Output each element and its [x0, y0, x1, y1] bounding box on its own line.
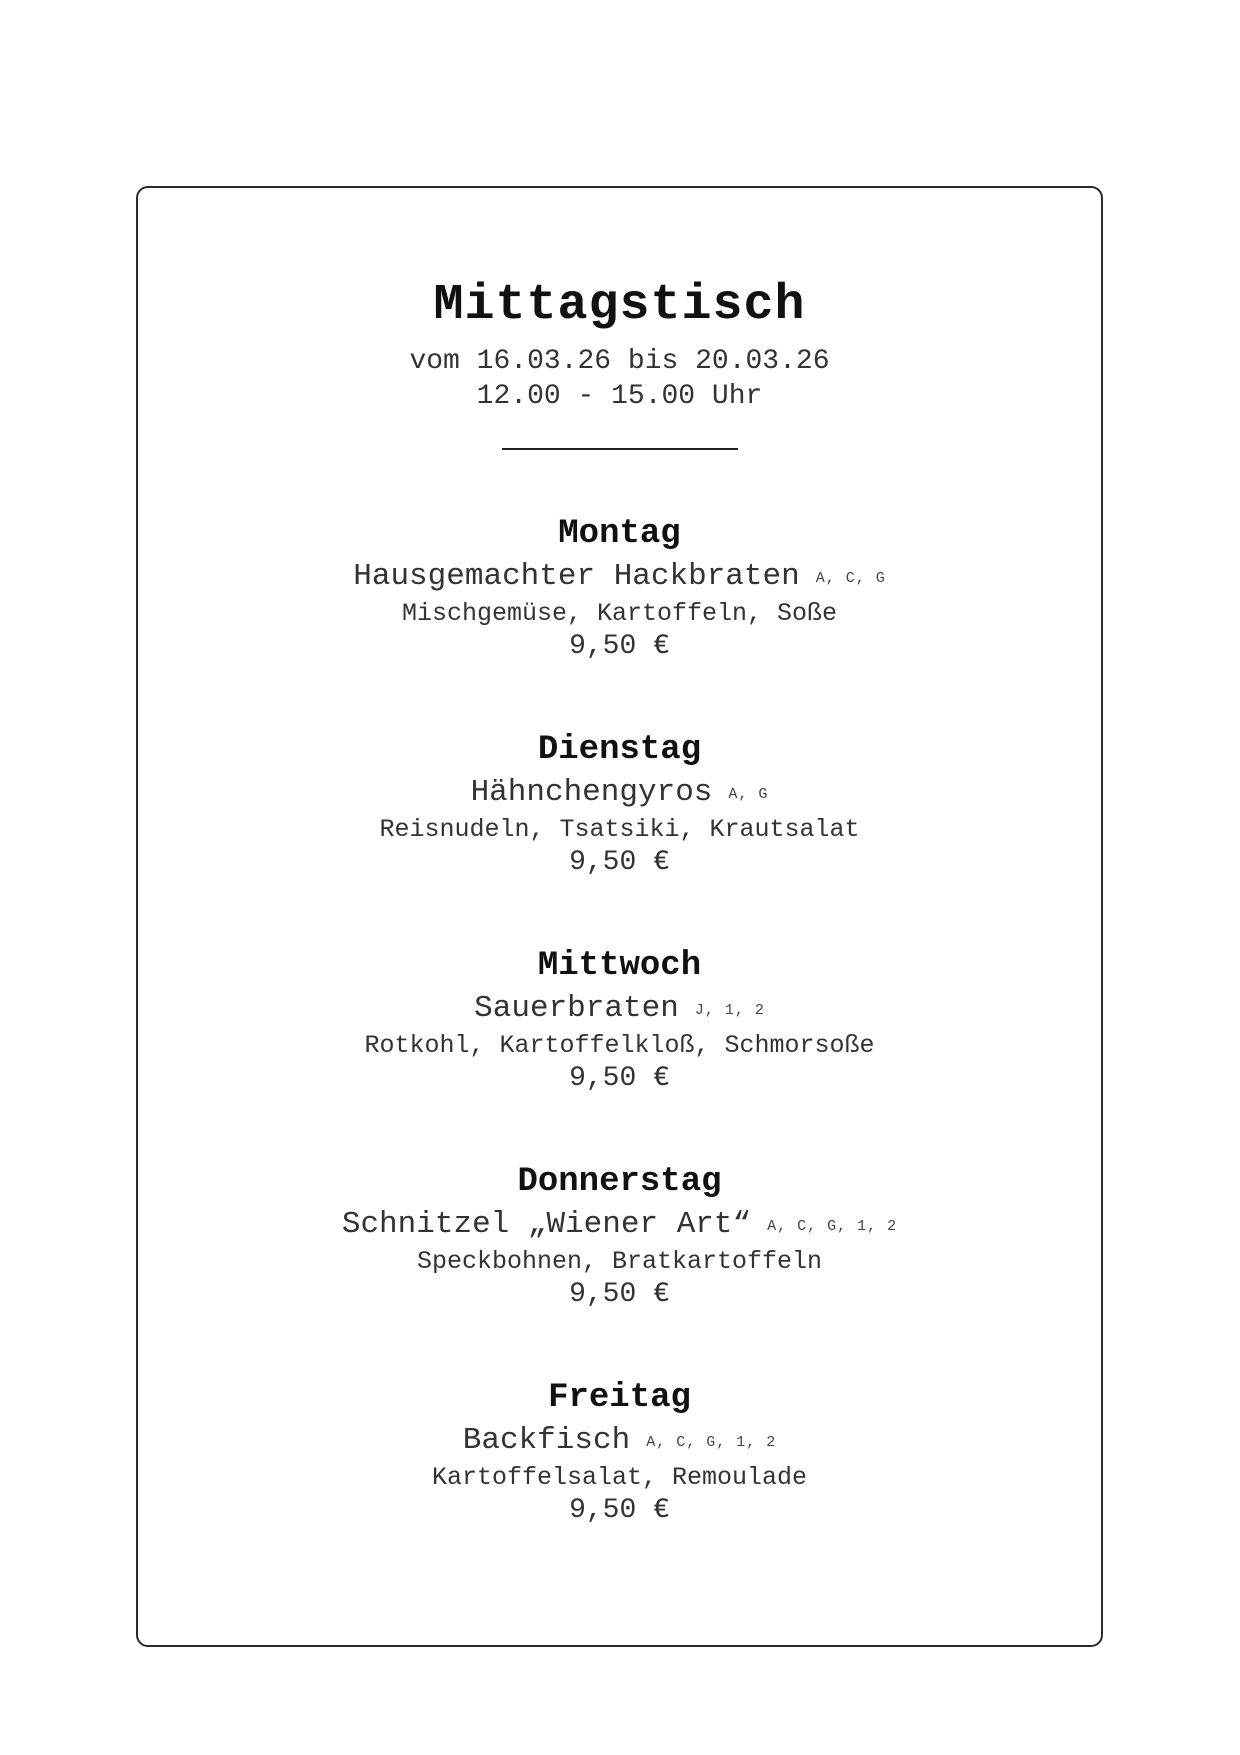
- day-name: Dienstag: [537, 731, 702, 769]
- day-thursday: [138, 1162, 1101, 1378]
- allergen-codes: A, C, G, 1, 2: [767, 1218, 898, 1235]
- allergen-codes: A, G: [728, 786, 769, 803]
- allergen-codes: A, C, G, 1, 2: [646, 1434, 777, 1451]
- day-name: Freitag: [548, 1379, 691, 1417]
- price: 9,50 €: [569, 847, 670, 878]
- day-name: Mittwoch: [537, 947, 702, 985]
- day-wednesday: [138, 946, 1101, 1162]
- dish-line: [138, 1422, 1101, 1461]
- dish-name: Schnitzel „Wiener Art“: [341, 1207, 752, 1242]
- opening-hours: 12.00 - 15.00 Uhr: [476, 381, 763, 412]
- side-dishes: Reisnudeln, Tsatsiki, Krautsalat: [379, 815, 860, 844]
- side-dishes: Mischgemüse, Kartoffeln, Soße: [401, 599, 838, 628]
- allergen-codes: A, C, G: [815, 570, 886, 587]
- dish-line: [138, 774, 1101, 813]
- dish-line: [138, 990, 1101, 1029]
- day-name: Montag: [558, 515, 681, 553]
- day-friday: [138, 1378, 1101, 1594]
- price: 9,50 €: [569, 1495, 670, 1526]
- date-range: vom 16.03.26 bis 20.03.26: [409, 346, 830, 377]
- dish-name: Backfisch: [462, 1423, 631, 1458]
- side-dishes: Rotkohl, Kartoffelkloß, Schmorsoße: [364, 1031, 875, 1060]
- side-dishes: Kartoffelsalat, Remoulade: [431, 1463, 808, 1492]
- menu-card: [136, 186, 1103, 1647]
- day-tuesday: [138, 730, 1101, 946]
- price: 9,50 €: [569, 1279, 670, 1310]
- price: 9,50 €: [569, 1063, 670, 1094]
- day-monday: [138, 514, 1101, 730]
- allergen-codes: J, 1, 2: [694, 1002, 765, 1019]
- side-dishes: Speckbohnen, Bratkartoffeln: [416, 1247, 823, 1276]
- price: 9,50 €: [569, 631, 670, 662]
- dish-line: [138, 1206, 1101, 1245]
- title-divider: [502, 448, 738, 450]
- dish-name: Hähnchengyros: [470, 775, 713, 810]
- dish-line: [138, 558, 1101, 597]
- day-list: [138, 514, 1101, 1594]
- dish-name: Sauerbraten: [474, 991, 679, 1026]
- menu-title: Mittagstisch: [433, 277, 806, 334]
- dish-name: Hausgemachter Hackbraten: [353, 559, 800, 594]
- day-name: Donnerstag: [517, 1163, 722, 1201]
